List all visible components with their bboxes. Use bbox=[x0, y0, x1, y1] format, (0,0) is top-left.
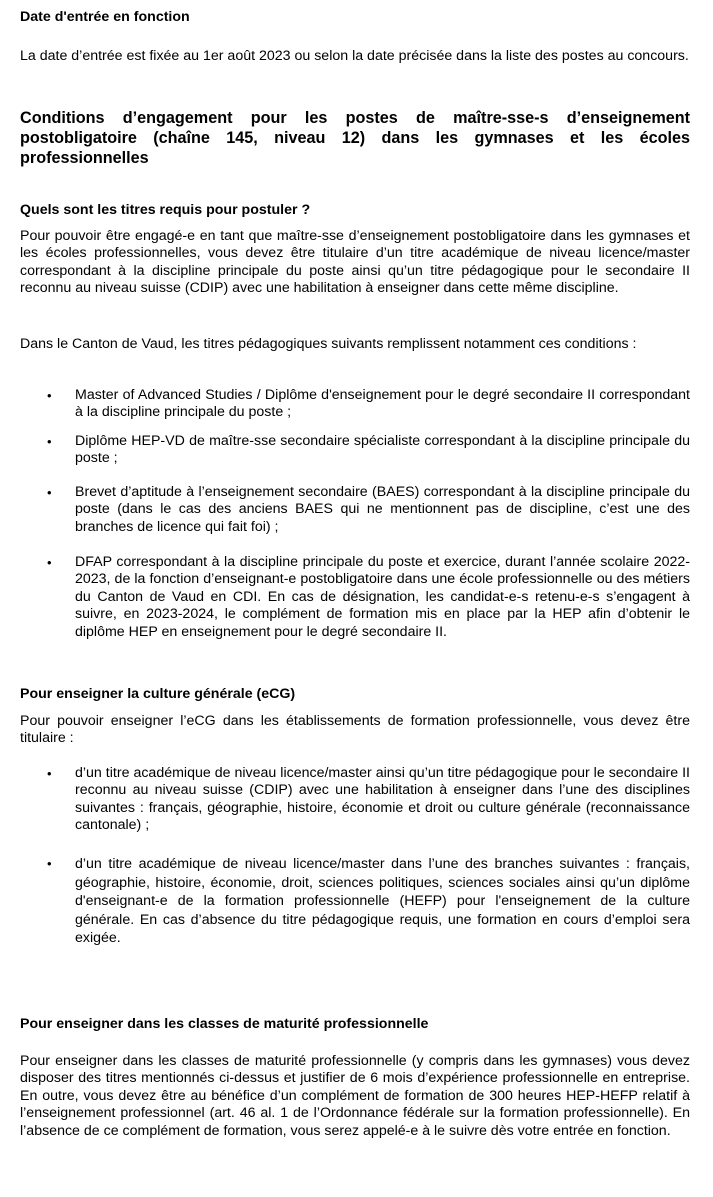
section-heading-ecg: Pour enseigner la culture générale (eCG) bbox=[20, 686, 296, 702]
section-heading-maturite: Pour enseigner dans les classes de maturité professionnelle bbox=[20, 1016, 429, 1032]
bullet-icon: • bbox=[47, 434, 52, 449]
paragraph-titres-requis: Pour pouvoir être engagé-e en tant que maître-sse d’enseignement postobligatoire dans les gymnases et les écoles professionnelles, vous devez être titulaire d’un titre académique de niveau licence/master correspondant à la discipline principale du poste ainsi qu’un titre pédagogique pour le secondaire II reconnu au niveau suisse (CDIP) avec une habilitation à enseigner dans cette même discipline. bbox=[20, 228, 690, 297]
paragraph-maturite: Pour enseigner dans les classes de maturité professionnelle (y compris dans les gymnases) vous devez disposer des titres mentionnés ci-dessus et justifier de 6 mois d’expérience professionnelle en entreprise. En outre, vous devez être au bénéfice d’un complément de formation de 300 heures HEP-HEFP relatif à l’enseignement professionnel (art. 46 al. 1 de l’Ordonnance fédérale sur la formation professionnelle). En l’absence de ce complément de formation, vous serez appelé-e à le suivre dès votre entrée en fonction. bbox=[20, 1053, 690, 1139]
list-item-text: d’un titre académique de niveau licence/master dans l’une des branches suivantes : français, géographie, histoire, économie, droit, sciences politiques, sciences sociales ainsi qu’un diplôme d'enseignant-e de la formation professionnelle (HEFP) pour l'enseignement de la culture générale. En cas d’absence du titre pédagogique requis, une formation en cours d’emploi sera exigée. bbox=[75, 856, 690, 947]
paragraph-date: La date d’entrée est fixée au 1er août 2023 ou selon la date précisée dans la liste des postes au concours. bbox=[20, 48, 689, 64]
bullet-icon: • bbox=[47, 856, 52, 871]
section-heading-titres: Quels sont les titres requis pour postuler ? bbox=[20, 202, 311, 218]
list-item-text: d’un titre académique de niveau licence/master ainsi qu’un titre pédagogique pour le secondaire II reconnu au niveau suisse (CDIP) avec une habilitation à enseigner dans l’une des disciplines suivantes : français, géographie, histoire, économie et droit ou culture générale (reconnaissance cantonale) ; bbox=[75, 765, 690, 834]
paragraph-canton-vaud: Dans le Canton de Vaud, les titres pédagogiques suivants remplissent notamment ces conditions : bbox=[20, 336, 637, 352]
list-item-text: Diplôme HEP-VD de maître-sse secondaire spécialiste correspondant à la discipline principale du poste ; bbox=[75, 433, 690, 467]
paragraph-ecg: Pour pouvoir enseigner l’eCG dans les établissements de formation professionnelle, vous devez être titulaire : bbox=[20, 713, 690, 747]
bullet-icon: • bbox=[47, 388, 52, 403]
list-item-text: Master of Advanced Studies / Diplôme d'enseignement pour le degré secondaire II correspondant à la discipline principale du poste ; bbox=[75, 387, 690, 421]
section-heading-date: Date d'entrée en fonction bbox=[20, 9, 190, 25]
bullet-icon: • bbox=[47, 766, 52, 781]
list-item-text: DFAP correspondant à la discipline principale du poste et exercice, durant l’année scolaire 2022-2023, de la fonction d’enseignant-e postobligatoire dans une école professionnelle ou des métiers du Canton de Vaud en CDI. En cas de désignation, les candidat-e-s retenu-e-s s’engagent à suivre, en 2023-2024, le complément de formation mis en place par la HEP afin d’obtenir le diplôme HEP en enseignement pour le degré secondaire II. bbox=[75, 554, 690, 640]
bullet-icon: • bbox=[47, 485, 52, 500]
bullet-icon: • bbox=[47, 555, 52, 570]
main-title: Conditions d’engagement pour les postes de maître-sse-s d’enseignement postobligatoire (chaîne 145, niveau 12) dans les gymnases et les écoles professionnelles bbox=[20, 109, 690, 167]
list-item-text: Brevet d’aptitude à l’enseignement secondaire (BAES) correspondant à la discipline principale du poste (dans le cas des anciens BAES qui ne mentionnent pas de discipline, c’est une des branches de licence qui fait foi) ; bbox=[75, 484, 690, 535]
